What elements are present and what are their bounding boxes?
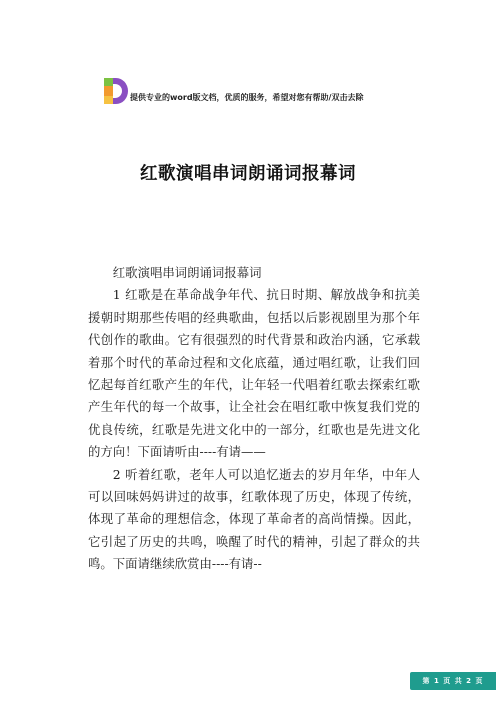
paragraph-2: 2 听着红歌，老年人可以追忆逝去的岁月年华，中年人可以回味妈妈讲过的故事，红歌体现了历史，体现了传统，体现了革命的理想信念，体现了革命者的高尚情操。因此，它引起了历史的共鸣，唤醒了时代的精神，引起了群众的共鸣。下面请继续欣赏由----有请-- bbox=[88, 466, 420, 572]
page-indicator-badge: 第 1 页 共 2 页 bbox=[410, 672, 496, 690]
header-tagline: 提供专业的word版文档，优质的服务，希望对您有帮助/双击去除 bbox=[130, 93, 364, 102]
document-title: 红歌演唱串词朗诵词报幕词 bbox=[140, 164, 356, 184]
document-header bbox=[104, 76, 363, 104]
document-body bbox=[88, 262, 420, 576]
paragraph-1: 1 红歌是在革命战争年代、抗日时期、解放战争和抗美援朝时期那些传唱的经典歌曲，包括以后影视剧里为那个年代创作的歌曲。它有很强烈的时代背景和政治内涵，它承载着那个时代的革命过程和文化底蕴，通过唱红歌，让我们回忆起每首红歌产生的年代，让年轻一代唱着红歌去探索红歌产生年代的每一个故事，让全社会在唱红歌中恢复我们党的优良传统，红歌是先进文化中的一部分，红歌也是先进文化的方向！下面请听由----有请—— bbox=[88, 287, 420, 460]
paragraph-subtitle: 红歌演唱串词朗诵词报幕词 bbox=[112, 265, 262, 280]
d-logo-icon bbox=[104, 78, 128, 104]
